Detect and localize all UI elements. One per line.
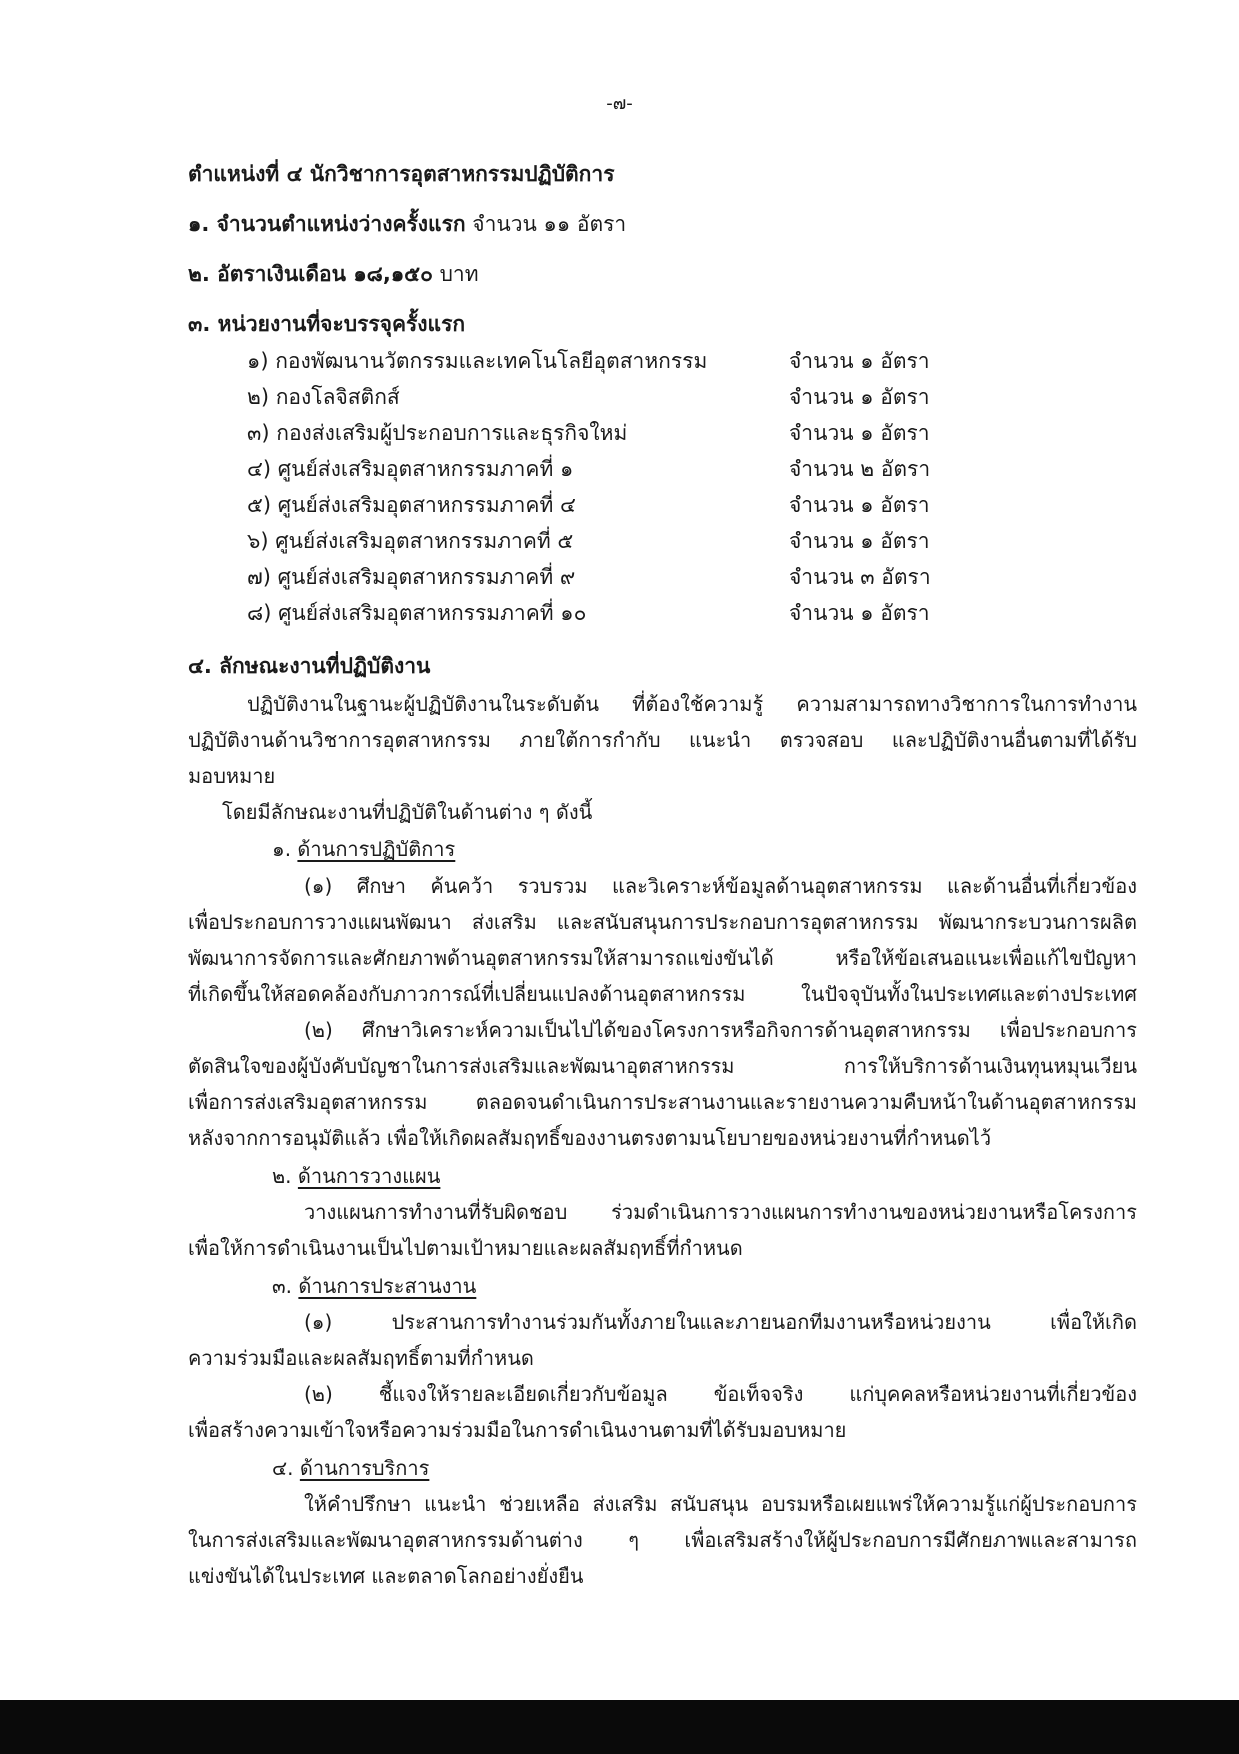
unit-name: ๔) ศูนย์ส่งเสริมอุตสาหกรรมภาคที่ ๑ [247,457,574,481]
paragraph-line: แข่งขันได้ในประเทศ และตลาดโลกอย่างยั่งยืน [188,1564,584,1588]
paragraph-line: เพื่อประกอบการวางแผนพัฒนา ส่งเสริม และสนับสนุนการประกอบการอุตสาหกรรม พัฒนากระบวนการผลิต [188,910,1137,934]
paragraph-line: เพื่อให้การดำเนินงานเป็นไปตามเป้าหมายและผลสัมฤทธิ์ที่กำหนด [188,1236,743,1260]
unit-count: จำนวน ๑ อัตรา [789,601,930,625]
section-heading-planning [272,1160,440,1192]
section-title: ด้านการประสานงาน [298,1274,477,1298]
section-number: ๑. [272,837,292,861]
position-title: ตำแหน่งที่ ๔ นักวิชาการอุตสาหกรรมปฏิบัติการ [188,162,615,186]
section-heading-operations [272,833,455,865]
unit-name: ๗) ศูนย์ส่งเสริมอุตสาหกรรมภาคที่ ๙ [247,565,576,589]
vacancy-count-label: ๑. จำนวนตำแหน่งว่างครั้งแรก [188,212,466,236]
paragraph-line: (๑) ประสานการทำงานร่วมกันทั้งภายในและภายนอกทีมงานหรือหน่วยงาน เพื่อให้เกิด [304,1310,1137,1334]
unit-name: ๘) ศูนย์ส่งเสริมอุตสาหกรรมภาคที่ ๑๐ [247,601,587,625]
paragraph-line: พัฒนาการจัดการและศักยภาพด้านอุตสาหกรรมให้สามารถแข่งขันได้ หรือให้ข้อเสนอแนะเพื่อแก้ไขปัญหา [188,946,1137,970]
page-number: -๗- [606,93,633,114]
unit-name: ๕) ศูนย์ส่งเสริมอุตสาหกรรมภาคที่ ๔ [247,493,576,517]
unit-name: ๒) กองโลจิสติกส์ [247,385,400,409]
section-heading-service [272,1452,429,1484]
paragraph-line: ที่เกิดขึ้นให้สอดคล้องกับภาวการณ์ที่เปลี่ยนแปลงด้านอุตสาหกรรม ในปัจจุบันทั้งในประเทศและต่างประเทศ [188,982,1137,1006]
section-heading-coordination [272,1270,476,1302]
salary-line [188,258,479,290]
job-description-heading: ๔. ลักษณะงานที่ปฏิบัติงาน [188,654,431,678]
section-title: ด้านการบริการ [299,1456,430,1480]
unit-count: จำนวน ๑ อัตรา [789,385,930,409]
salary-label: ๒. อัตราเงินเดือน ๑๘,๑๕๐ [188,262,433,286]
intro-line: มอบหมาย [188,764,276,788]
paragraph-line: ให้คำปรึกษา แนะนำ ช่วยเหลือ ส่งเสริม สนับสนุน อบรมหรือเผยแพร่ให้ความรู้แก่ผู้ประกอบการ [304,1492,1137,1516]
unit-count: จำนวน ๑ อัตรา [789,349,930,373]
unit-name: ๖) ศูนย์ส่งเสริมอุตสาหกรรมภาคที่ ๕ [247,529,574,553]
scan-bottom-edge [0,1700,1239,1754]
intro-line: ปฏิบัติงานในฐานะผู้ปฏิบัติงานในระดับต้น ที่ต้องใช้ความรู้ ความสามารถทางวิชาการในการทำงาน [247,692,1137,716]
salary-unit: บาท [439,262,479,286]
paragraph-line: เพื่อการส่งเสริมอุตสาหกรรม ตลอดจนดำเนินการประสานงานและรายงานความคืบหน้าในด้านอุตสาหกรรม [188,1090,1137,1114]
unit-name: ๓) กองส่งเสริมผู้ประกอบการและธุรกิจใหม่ [247,421,628,445]
intro-line: โดยมีลักษณะงานที่ปฏิบัติในด้านต่าง ๆ ดังนี้ [222,800,593,824]
unit-count: จำนวน ๓ อัตรา [789,565,931,589]
paragraph-line: ตัดสินใจของผู้บังคับบัญชาในการส่งเสริมและพัฒนาอุตสาหกรรม การให้บริการด้านเงินทุนหมุนเวียน [188,1054,1137,1078]
paragraph-line: หลังจากการอนุมัติแล้ว เพื่อให้เกิดผลสัมฤทธิ์ของงานตรงตามนโยบายของหน่วยงานที่กำหนดไว้ [188,1126,992,1150]
units-heading: ๓. หน่วยงานที่จะบรรจุครั้งแรก [188,312,466,336]
section-number: ๓. [272,1274,293,1298]
section-number: ๒. [272,1164,292,1188]
unit-count: จำนวน ๑ อัตรา [789,421,930,445]
paragraph-line: ความร่วมมือและผลสัมฤทธิ์ตามที่กำหนด [188,1346,534,1370]
section-title: ด้านการวางแผน [297,1164,441,1188]
intro-line: ปฏิบัติงานด้านวิชาการอุตสาหกรรม ภายใต้การกำกับ แนะนำ ตรวจสอบ และปฏิบัติงานอื่นตามที่ได้รับ [188,728,1137,752]
paragraph-line: วางแผนการทำงานที่รับผิดชอบ ร่วมดำเนินการวางแผนการทำงานของหน่วยงานหรือโครงการ [304,1200,1137,1224]
paragraph-line: (๒) ศึกษาวิเคราะห์ความเป็นไปได้ของโครงการหรือกิจการด้านอุตสาหกรรม เพื่อประกอบการ [304,1018,1137,1042]
unit-count: จำนวน ๒ อัตรา [789,457,931,481]
paragraph-line: (๑) ศึกษา ค้นคว้า รวบรวม และวิเคราะห์ข้อมูลด้านอุตสาหกรรม และด้านอื่นที่เกี่ยวข้อง [304,874,1137,898]
unit-name: ๑) กองพัฒนานวัตกรรมและเทคโนโลยีอุตสาหกรรม [247,349,708,373]
unit-count: จำนวน ๑ อัตรา [789,529,930,553]
paragraph-line: ในการส่งเสริมและพัฒนาอุตสาหกรรมด้านต่าง ๆ เพื่อเสริมสร้างให้ผู้ประกอบการมีศักยภาพและสามารถ [188,1528,1137,1552]
unit-count: จำนวน ๑ อัตรา [789,493,930,517]
section-title: ด้านการปฏิบัติการ [297,837,456,861]
paragraph-line: เพื่อสร้างความเข้าใจหรือความร่วมมือในการดำเนินงานตามที่ได้รับมอบหมาย [188,1418,847,1442]
vacancy-count-value: จำนวน ๑๑ อัตรา [472,212,627,236]
paragraph-line: (๒) ชี้แจงให้รายละเอียดเกี่ยวกับข้อมูล ข้อเท็จจริง แก่บุคคลหรือหน่วยงานที่เกี่ยวข้อง [304,1382,1137,1406]
section-number: ๔. [272,1456,294,1480]
vacancy-count-line [188,208,626,240]
